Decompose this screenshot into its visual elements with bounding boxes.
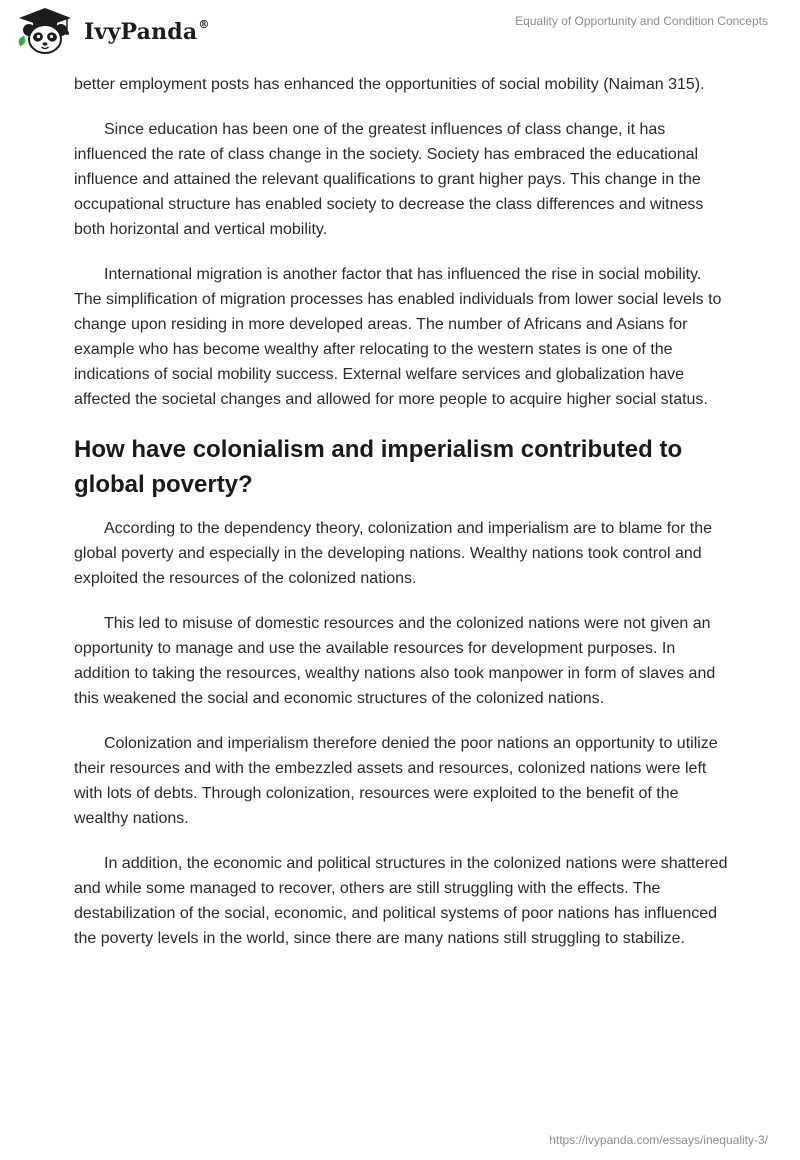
ivypanda-logo[interactable]: [14, 6, 210, 56]
paragraph: Colonization and imperialism therefore denied the poor nations an opportunity to utilize their resources and with the embezzled assets and resources, colonized nations were left with lots of debts. Through colonization, resources were exploited to the benefit of the wealthy nations.: [74, 735, 718, 827]
paragraph: Since education has been one of the greatest influences of class change, it has influenced the rate of class change in the society. Society has embraced the educational influence and attained the relevant qualifications to grant higher pays. This change in the occupational structure has enabled society to decrease the class differences and witness both horizontal and vertical mobility.: [74, 121, 704, 238]
paragraph: In addition, the economic and political structures in the colonized nations were shattered and while some managed to recover, others are still struggling with the effects. The destabilization of the social, economic, and political systems of poor nations has influenced the poverty levels in the world, since there are many nations still struggling to stabilize.: [74, 855, 728, 947]
paragraph: This led to misuse of domestic resources and the colonized nations were not given an opportunity to manage and use the available resources for development purposes. In addition to taking the resources, wealthy nations also took manpower in form of slaves and this weakened the social and economic structures of the colonized nations.: [74, 615, 716, 707]
brand-name: IvyPanda®: [84, 17, 210, 45]
paragraph: International migration is another factor that has influenced the rise in social mobility. The simplification of migration processes has enabled individuals from lower social levels to change upon residing in more developed areas. The number of Africans and Asians for example who has become wealthy after relocating to the western states is one of the indications of social mobility success. External welfare services and globalization have affected the societal changes and allowed for more people to acquire higher social status.: [74, 266, 722, 408]
paragraph: According to the dependency theory, colonization and imperialism are to blame for the global poverty and especially in the developing nations. Wealthy nations took control and exploited the resources of the colonized nations.: [74, 520, 713, 587]
panda-graduate-icon: [14, 6, 76, 56]
source-url[interactable]: https://ivypanda.com/essays/inequality-3/: [549, 1133, 768, 1147]
document-title: Equality of Opportunity and Condition Concepts: [515, 14, 768, 28]
section-heading: How have colonialism and imperialism contributed to global poverty?: [74, 436, 683, 498]
paragraph: better employment posts has enhanced the opportunities of social mobility (Naiman 315).: [74, 76, 705, 93]
page-header: [0, 0, 800, 70]
essay-body: [74, 72, 728, 971]
